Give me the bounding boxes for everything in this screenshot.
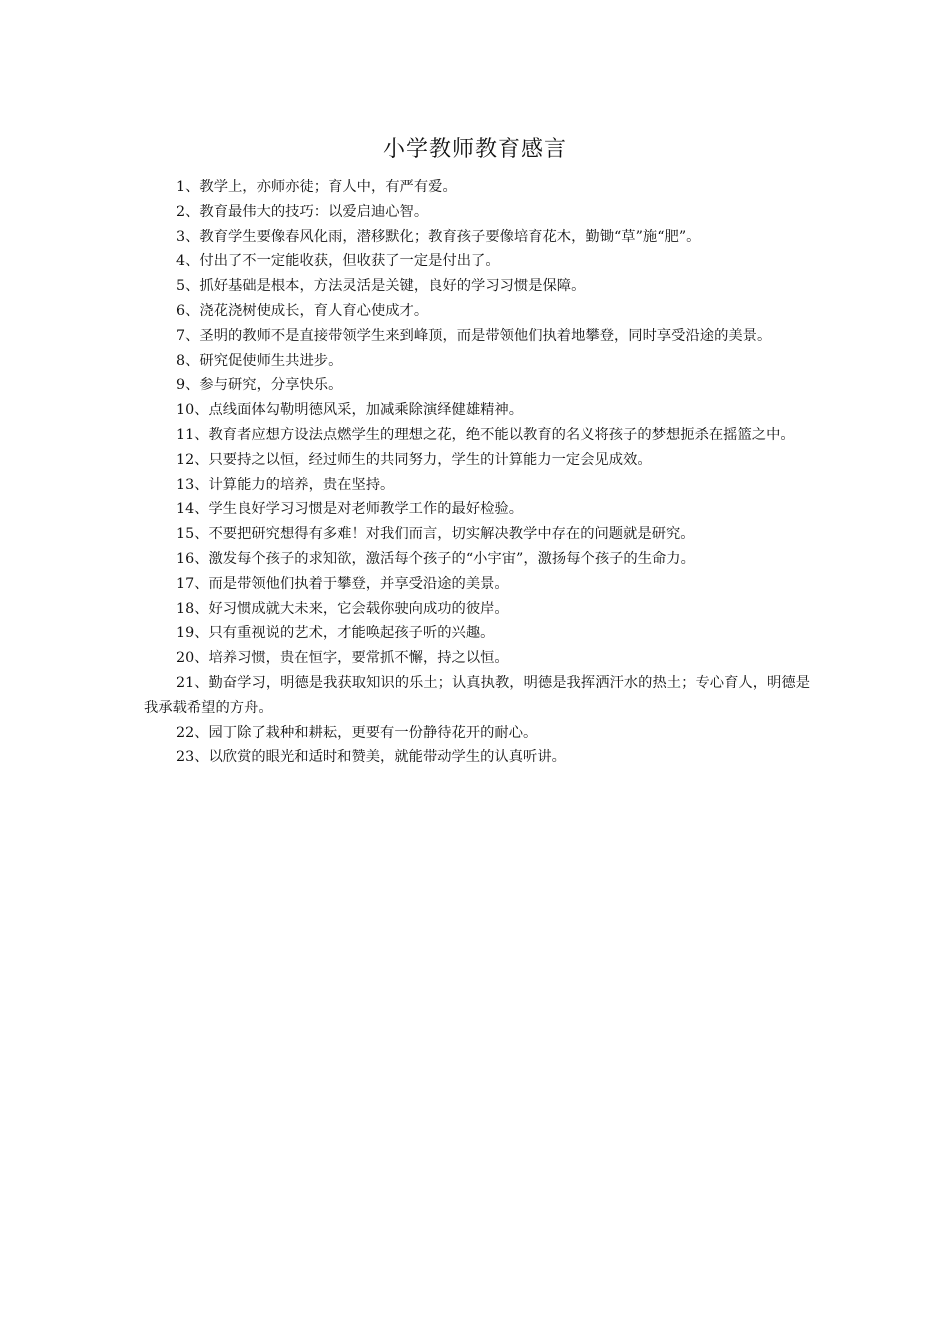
quote-item-11: 11、教育者应想方设法点燃学生的理想之花，绝不能以教育的名义将孩子的梦想扼杀在摇篮之中。 [176, 426, 795, 443]
quote-item-2: 2、教育最伟大的技巧：以爱启迪心智。 [176, 203, 429, 220]
quote-item-20: 20、培养习惯，贵在恒字，要常抓不懈，持之以恒。 [176, 650, 509, 667]
quote-item-18: 18、好习惯成就大未来，它会载你驶向成功的彼岸。 [176, 600, 509, 617]
quote-list [144, 175, 810, 770]
quote-item-5: 5、抓好基础是根本，方法灵活是关键，良好的学习习惯是保障。 [176, 278, 586, 295]
quote-item-3: 3、教育学生要像春风化雨，潜移默化；教育孩子要像培育花木，勤锄“草”施“肥”。 [176, 228, 701, 245]
quote-item-8: 8、研究促使师生共进步。 [176, 352, 343, 369]
quote-item-7: 7、圣明的教师不是直接带领学生来到峰顶，而是带领他们执着地攀登，同时享受沿途的美景。 [176, 327, 772, 344]
quote-item-16: 16、激发每个孩子的求知欲，激活每个孩子的“小宇宙”，激扬每个孩子的生命力。 [176, 550, 695, 567]
quote-item-12: 12、只要持之以恒，经过师生的共同努力，学生的计算能力一定会见成效。 [176, 451, 652, 468]
quote-item-21: 21、勤奋学习，明德是我获取知识的乐土；认真执教，明德是我挥洒汗水的热土；专心育人，明德是我承载希望的方舟。 [144, 674, 810, 716]
quote-item-23: 23、以欣赏的眼光和适时和赞美，就能带动学生的认真听讲。 [176, 749, 566, 766]
quote-item-14: 14、学生良好学习习惯是对老师教学工作的最好检验。 [176, 501, 524, 518]
quote-item-13: 13、计算能力的培养，贵在坚持。 [176, 476, 395, 493]
quote-item-1: 1、教学上，亦师亦徒；育人中，有严有爱。 [176, 179, 457, 195]
quote-item-9: 9、参与研究，分享快乐。 [176, 377, 343, 394]
document-title: 小学教师教育感言 [382, 137, 567, 162]
quote-item-17: 17、而是带领他们执着于攀登，并享受沿途的美景。 [176, 575, 509, 592]
quote-item-15: 15、不要把研究想得有多难！对我们而言，切实解决教学中存在的问题就是研究。 [176, 526, 695, 543]
quote-item-4: 4、付出了不一定能收获，但收获了一定是付出了。 [176, 253, 500, 270]
quote-item-10: 10、点线面体勾勒明德风采，加减乘除演绎健雄精神。 [176, 402, 524, 419]
quote-item-19: 19、只有重视说的艺术，才能唤起孩子听的兴趣。 [176, 625, 495, 642]
quote-item-6: 6、浇花浇树使成长，育人育心使成才。 [176, 302, 429, 319]
quote-item-22: 22、园丁除了栽种和耕耘，更要有一份静待花开的耐心。 [176, 724, 538, 741]
